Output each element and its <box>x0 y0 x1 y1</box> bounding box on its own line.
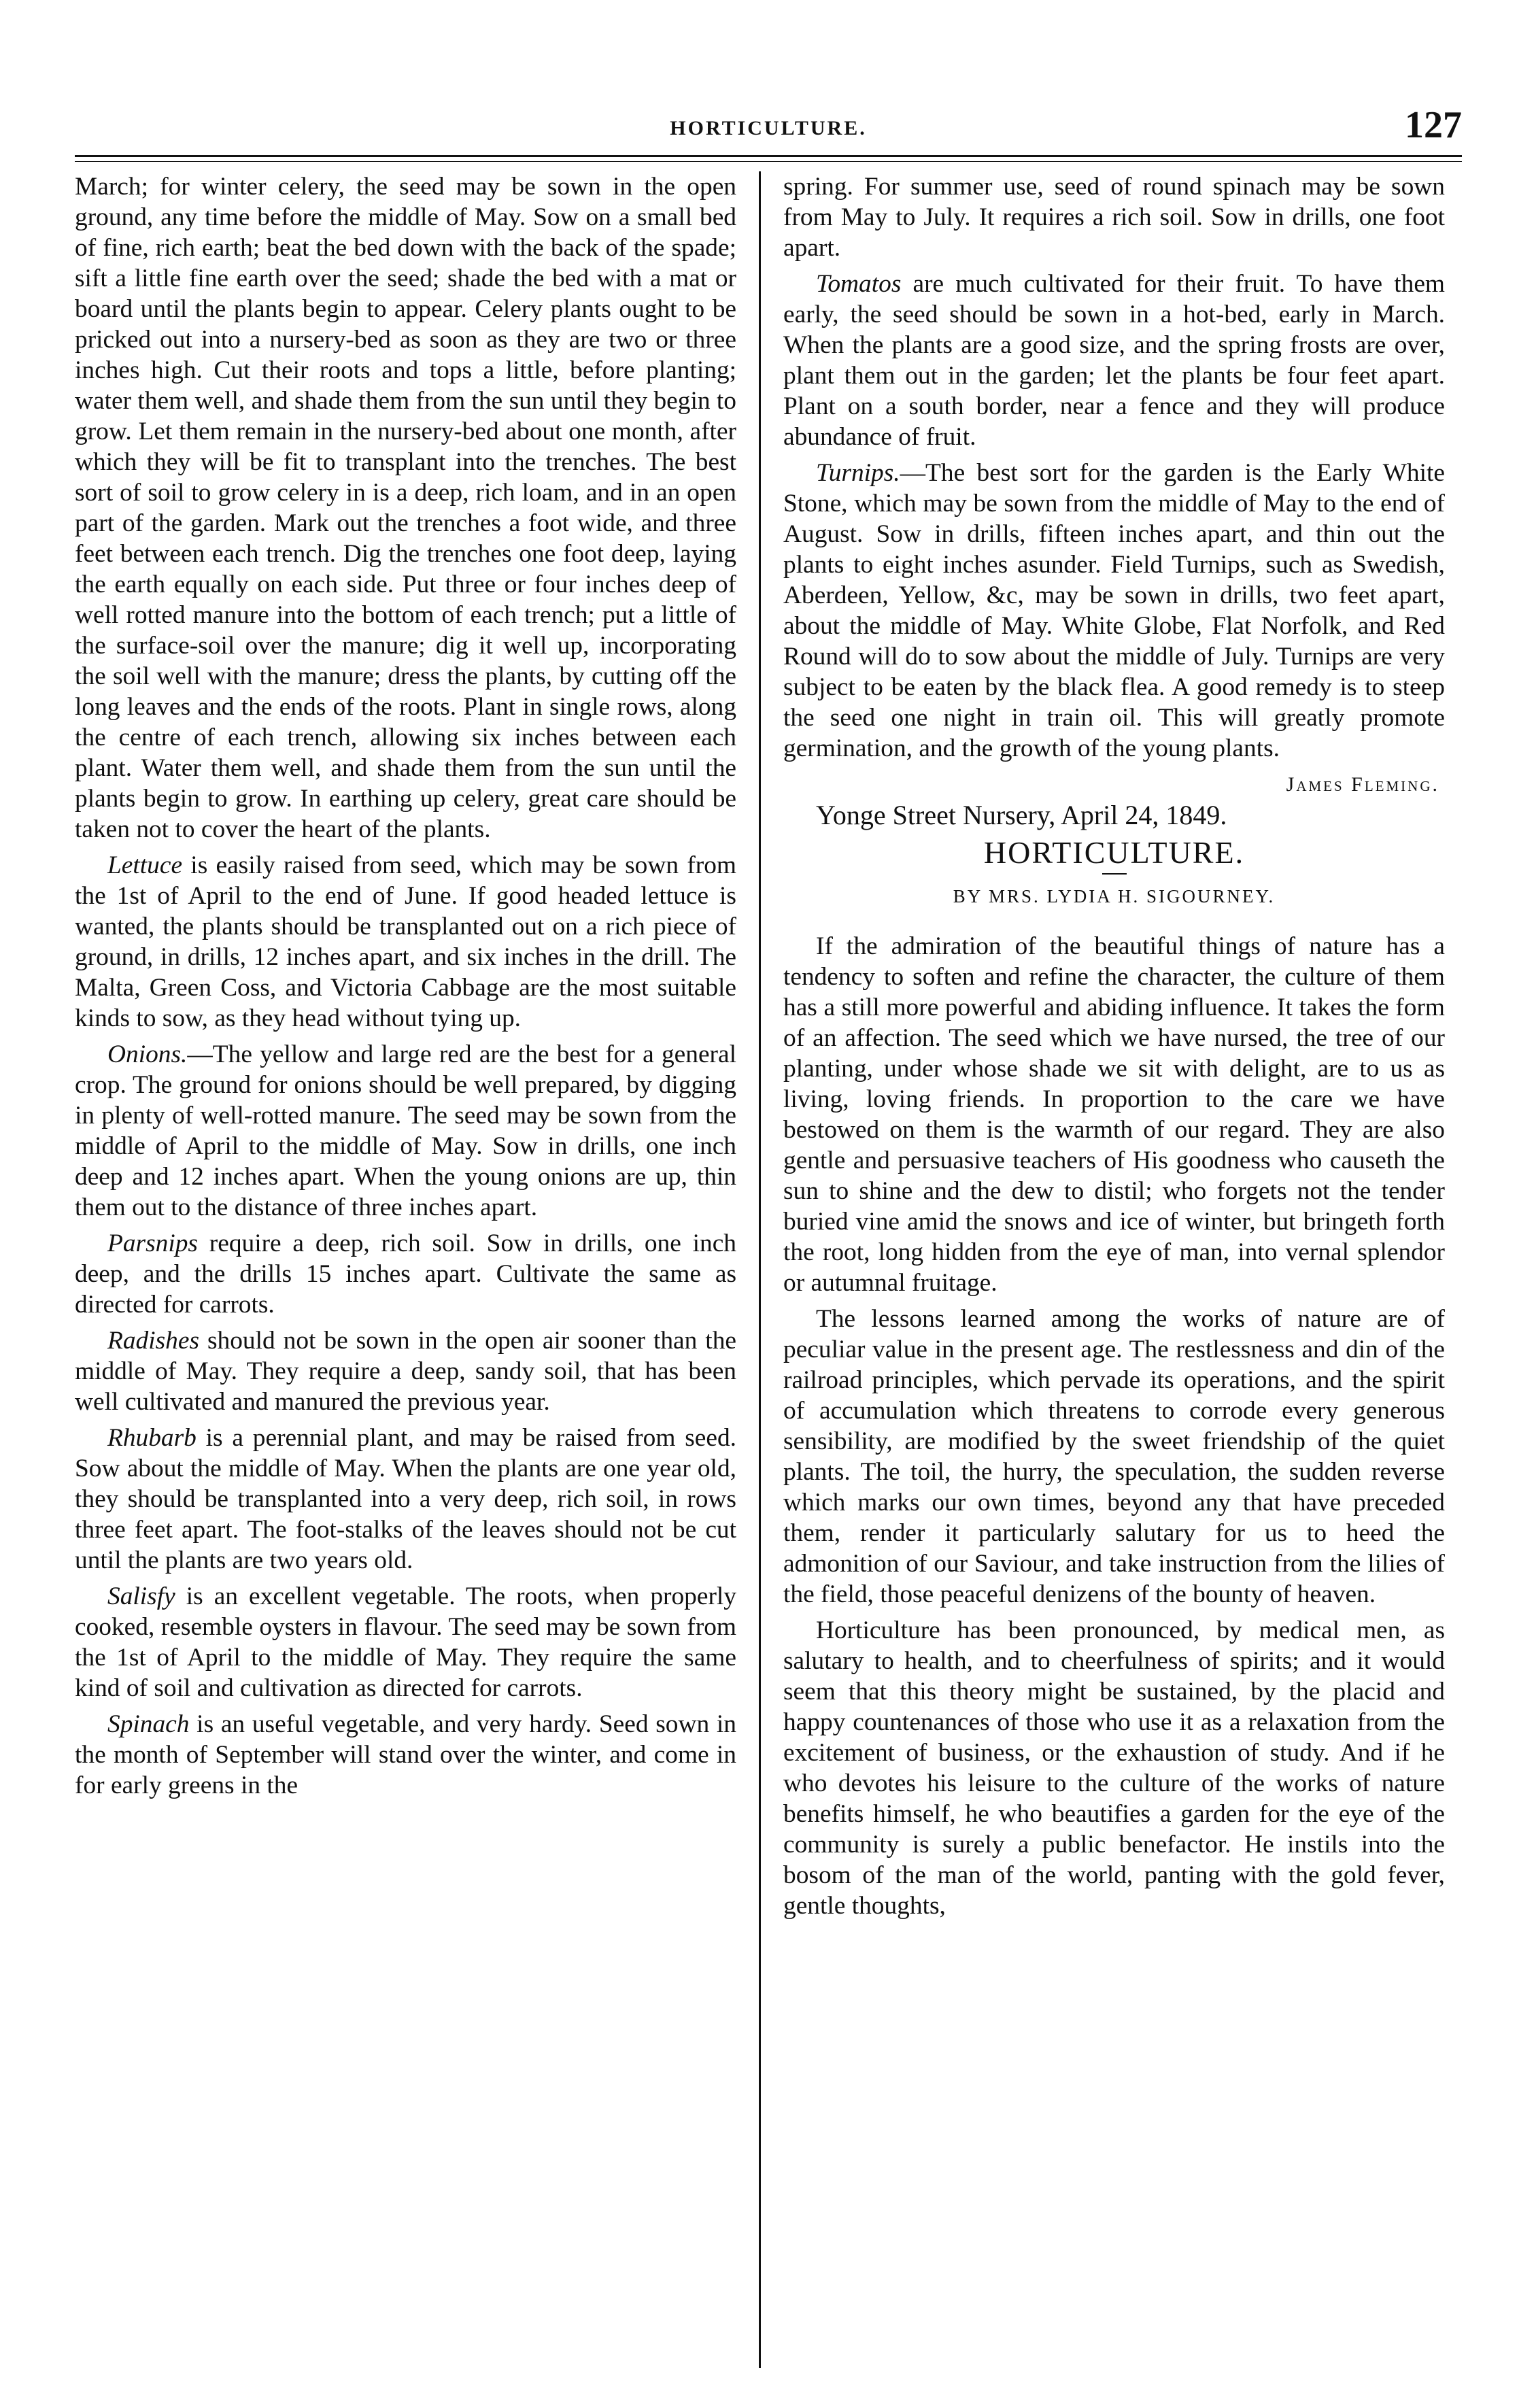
rhubarb-term: Rhubarb <box>107 1424 197 1452</box>
author-signature: James Fleming. <box>1286 773 1439 796</box>
column-divider <box>759 171 761 2368</box>
essay-paragraph-2: The lessons learned among the works of nature are of peculiar value in the present age. The restlessness and din of the railroad principles, which pervade its operations, and the spirit of accumulation which threatens to corrode every generous sensibility, are modified by the sweet friendship of the quiet plants. The toil, the hurry, the speculation, the sudden reverse which marks our own times, beyond any that have preceded them, render it particularly salutary for us to heed the admonition of our Saviour, and take instruction from the lilies of the field, those peaceful denizens of the bounty of heaven. <box>783 1305 1445 1608</box>
parsnips-paragraph <box>75 1228 736 1320</box>
text-columns <box>75 171 1462 2368</box>
tomatos-text: are much cultivated for their fruit. To have them early, the seed should be sown in a hot-bed, early in March. When the plants are a good size, and the spring frosts are over, plant them out in the garden; let the plants be four feet apart. Plant on a south border, near a fence and they will produce abundance of fruit. <box>783 270 1445 451</box>
running-head: HORTICULTURE. <box>670 117 867 139</box>
rhubarb-text: is a perennial plant, and may be raised from seed. Sow about the middle of May. When the plants are one year old, they should be transplanted into a very deep, rich soil, in rows three feet apart. The foot-stalks of the leaves should not be cut until the plants are two years old. <box>75 1424 736 1574</box>
page-header <box>75 102 1462 146</box>
celery-paragraph: March; for winter celery, the seed may be sown in the open ground, any time before the middle of May. Sow on a small bed of fine, rich earth; beat the bed down with the back of the spade; sift a little fine earth over the seed; shade the bed with a mat or board until the plants begin to appear. Celery plants ought to be pricked out into a nursery-bed as soon as they are two or three inches high. Cut their roots and tops a little, before planting; water them well, and shade them from the sun until they begin to grow. Let them remain in the nursery-bed about one month, after which they will be fit to transplant into the trenches. The best sort of soil to grow celery in is a deep, rich loam, and in an open part of the garden. Mark out the trenches a foot wide, and three feet between each trench. Dig the trenches one foot deep, laying the earth equally on each side. Put three or four inches deep of well rotted manure into the bottom of each trench; put a little of the surface-soil over the manure; dig it well up, incorporating the soil well with the manure; dress the plants, by cutting off the long leaves and the ends of the roots. Plant in single rows, along the centre of each trench, allowing six inches between each plant. Water them well, and shade them from the sun until the plants begin to grow. In earthing up celery, great care should be taken not to cover the heart of the plants. <box>75 173 736 843</box>
turnips-text: —The best sort for the garden is the Early White Stone, which may be sown from the middle of May to the end of August. Sow in drills, fifteen inches apart, and thin out the plants to eight inches asunder. Field Turnips, such as Swedish, Aberdeen, Yellow, &c, may be sown in drills, two feet apart, about the middle of May. White Globe, Flat Norfolk, and Red Round will do to sow about the middle of July. Turnips are very subject to be eaten by the black flea. A good remedy is to steep the seed one night in train oil. This will greatly promote germination, and the growth of the young plants. <box>783 459 1445 762</box>
tomatos-term: Tomatos <box>816 270 902 298</box>
onions-term: Onions. <box>107 1040 188 1068</box>
tomatos-paragraph <box>783 269 1445 452</box>
left-column <box>75 171 751 2368</box>
essay-paragraph-3: Horticulture has been pronounced, by medical men, as salutary to health, and to cheerfulness of spirits; and it would seem that this theory might be sustained, by the placid and happy countenances of those who use it as a relaxation from the excitement of business, or the exhaustion of study. And if he who devotes his leisure to the culture of the works of nature benefits himself, he who beautifies a garden for the eye of the community is surely a public benefactor. He instils into the bosom of the man of the world, panting with the gold fever, gentle thoughts, <box>783 1616 1445 1920</box>
turnips-paragraph <box>783 458 1445 764</box>
page-number: 127 <box>1405 104 1462 146</box>
lettuce-paragraph <box>75 850 736 1034</box>
spinach-paragraph <box>75 1709 736 1801</box>
spinach-term: Spinach <box>107 1710 190 1738</box>
salsify-text: is an excellent vegetable. The roots, when properly cooked, resemble oysters in flavour. The seed may be sown from the 1st of April to the middle of May. They require the same kind of soil and cultivation as directed for carrots. <box>75 1582 736 1702</box>
parsnips-text: require a deep, rich soil. Sow in drills, one inch deep, and the drills 15 inches apart. Cultivate the same as directed for carrots. <box>75 1230 736 1319</box>
lettuce-term: Lettuce <box>107 851 183 879</box>
byline: BY MRS. LYDIA H. SIGOURNEY. <box>953 886 1276 906</box>
onions-paragraph <box>75 1039 736 1223</box>
spinach-continued-paragraph: spring. For summer use, seed of round spinach may be sown from May to July. It requires a rich soil. Sow in drills, one foot apart. <box>783 173 1445 262</box>
radishes-paragraph <box>75 1325 736 1417</box>
salsify-paragraph <box>75 1581 736 1703</box>
spinach-text: is an useful vegetable, and very hardy. Seed sown in the month of September will stand over the winter, and come in for early greens in the <box>75 1710 736 1799</box>
lettuce-text: is easily raised from seed, which may be sown from the 1st of April to the end of June. If good headed lettuce is wanted, the plants should be transplanted out on a rich piece of ground, in drills, 12 inches apart, and six inches in the drill. The Malta, Green Coss, and Victoria Cabbage are the most suitable kinds to sow, as they head without tying up. <box>75 851 736 1032</box>
header-rule <box>75 155 1462 162</box>
salsify-term: Salisfy <box>107 1582 175 1610</box>
turnips-term: Turnips. <box>816 459 900 487</box>
section-title: HORTICULTURE. <box>983 835 1245 870</box>
page <box>75 102 1462 2367</box>
essay-paragraph-1: If the admiration of the beautiful things of nature has a tendency to soften and refine the character, the culture of them has a still more powerful and abiding influence. It takes the form of an affection. The seed which we have nursed, the tree of our planting, under whose shade we sit with delight, are to us as living, loving friends. In proportion to the care we have bestowed on them is the warmth of our regard. They are also gentle and persuasive teachers of His goodness who causeth the sun to shine and the dew to distil; who forgets not the tender buried vine amid the snows and ice of winter, but bringeth forth the root, long hidden from the eye of man, into vernal splendor or autumnal fruitage. <box>783 932 1445 1297</box>
onions-text: —The yellow and large red are the best for a general crop. The ground for onions should be well prepared, by digging in plenty of well-rotted manure. The seed may be sown from the middle of April to the middle of May. Sow in drills, one inch deep and 12 inches apart. When the young onions are up, thin them out to the distance of three inches apart. <box>75 1040 736 1221</box>
right-column <box>768 171 1445 2368</box>
radishes-term: Radishes <box>107 1327 200 1355</box>
rhubarb-paragraph <box>75 1423 736 1576</box>
title-rule <box>1102 873 1127 875</box>
radishes-text: should not be sown in the open air sooner than the middle of May. They require a deep, sandy soil, that has been well cultivated and manured the previous year. <box>75 1327 736 1416</box>
parsnips-term: Parsnips <box>107 1230 198 1257</box>
dateline: Yonge Street Nursery, April 24, 1849. <box>816 800 1227 830</box>
